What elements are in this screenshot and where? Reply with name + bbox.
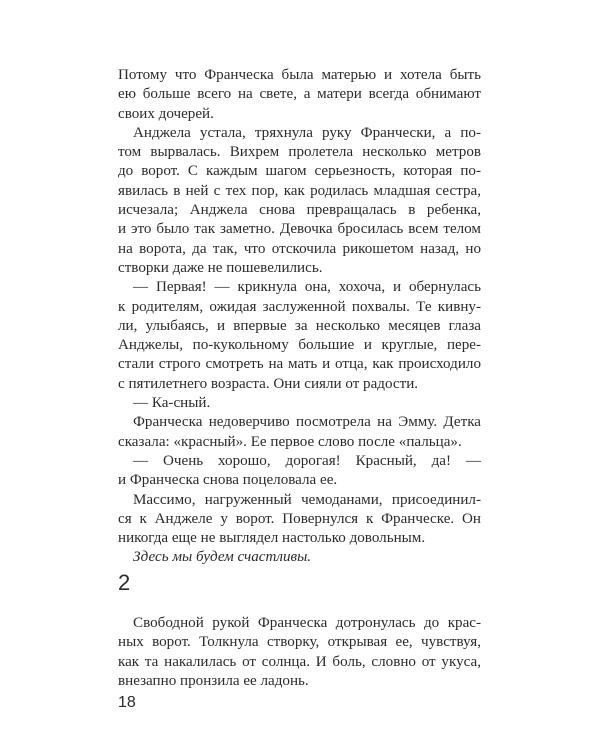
text-line: Анджелы, по-кукольному большие и круглые, пере-: [118, 337, 481, 354]
text-line: явилась в ней с тех пор, как родилась младшая сестра,: [118, 182, 481, 199]
chapter-1-text: [118, 66, 481, 568]
text-line: на ворота, да так, что отскочила рикошетом назад, но: [118, 240, 481, 257]
paragraph: [118, 394, 481, 413]
paragraph: [118, 66, 481, 124]
text-line: Франческа недоверчиво посмотрела на Эмму. Детка: [133, 414, 481, 431]
chapter-number: 2: [118, 570, 131, 595]
text-line: и это было так заметно. Девочка бросилась всем телом: [118, 221, 481, 238]
text-line: до ворот. С каждым шагом серьезность, которая по-: [118, 163, 481, 180]
text-line: к родителям, ожидая заслуженной похвалы. Те кивну-: [118, 298, 481, 315]
paragraph: [118, 413, 481, 452]
text-line: Анджела устала, тряхнула руку Франчески, а по-: [133, 124, 481, 141]
book-page: [118, 0, 481, 750]
text-line: Потому что Франческа была матерью и хотела быть: [118, 67, 481, 83]
text-line: с пятилетнего возраста. Они сияли от радости.: [118, 375, 419, 392]
text-line: Свободной рукой Франческа дотронулась до крас-: [133, 615, 481, 631]
text-line: створки даже не пошевелились.: [118, 259, 323, 276]
text-line: ею больше всего на свете, а матери всегда обнимают: [118, 86, 481, 103]
paragraph: [118, 491, 481, 549]
text-line: внезапно пронзила ее ладонь.: [118, 672, 309, 689]
chapter-2-text: [118, 614, 481, 691]
text-line: — Ка-сный.: [133, 395, 211, 412]
paragraph: [118, 614, 481, 691]
paragraph: [118, 452, 481, 491]
paragraph: [118, 278, 481, 394]
text-line: исчезала; Анджела снова превращалась в ребенка,: [118, 202, 481, 219]
text-line: своих дочерей.: [118, 105, 214, 122]
paragraph: [118, 548, 481, 567]
text-line: и Франческа снова поцеловала ее.: [118, 472, 338, 489]
text-line: — Очень хорошо, дорогая! Красный, да! —: [133, 452, 481, 469]
text-line: — Первая! — крикнула она, хохоча, и обернулась: [133, 279, 481, 296]
page-number: 18: [118, 694, 136, 711]
paragraph: [118, 124, 481, 278]
text-line: том вырвалась. Вихрем пролетела несколько метров: [118, 144, 481, 161]
text-line: как та накалилась от солнца. И боль, словно от укуса,: [118, 653, 481, 670]
text-line: стали строго смотреть на мать и отца, как происходило: [118, 356, 481, 373]
text-line: Здесь мы будем счастливы.: [133, 549, 312, 566]
text-line: ных ворот. Толкнула створку, открывая ее, чувствуя,: [118, 634, 481, 651]
text-line: Массимо, нагруженный чемоданами, присоединил-: [133, 491, 481, 508]
text-line: ся к Анджеле у ворот. Повернулся к Франческе. Он: [118, 510, 481, 527]
text-line: никогда еще не выглядел настолько довольным.: [118, 530, 426, 547]
text-line: ли, улыбаясь, и впервые за несколько месяцев глаза: [118, 317, 481, 334]
text-line: сказала: «красный». Ее первое слово после «пальца».: [118, 433, 462, 450]
